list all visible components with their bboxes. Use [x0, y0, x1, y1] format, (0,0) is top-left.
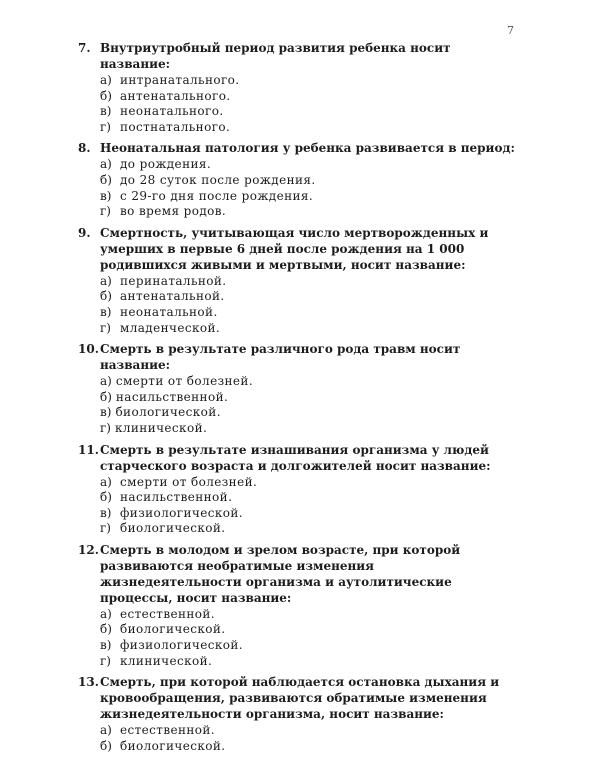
question-9	[78, 225, 518, 336]
question-12	[78, 542, 518, 669]
question-13	[78, 674, 518, 754]
question-heading	[78, 674, 518, 722]
answer-letter: б)	[100, 88, 112, 103]
answer-letter: а)	[100, 374, 112, 389]
answer-option	[100, 73, 518, 89]
answer-letter: в)	[100, 638, 112, 653]
question-heading	[78, 140, 518, 156]
answer-option	[100, 723, 518, 739]
answer-option	[100, 521, 518, 537]
answer-option	[100, 638, 518, 654]
answer-option	[100, 654, 518, 670]
answer-list	[100, 475, 518, 537]
question-text: Смерть, при которой наблюдается остановка дыхания и кровообращения, развиваются обратимые изменения жизнедеятельности организма, носит название:	[100, 675, 500, 722]
answer-letter: а)	[100, 73, 112, 87]
question-10	[78, 341, 518, 436]
answer-option	[100, 622, 518, 638]
answer-letter: а)	[100, 474, 112, 489]
answer-letter: в)	[100, 104, 112, 119]
answer-text: неонатальной.	[120, 304, 218, 319]
question-11	[78, 442, 518, 537]
answer-option	[100, 506, 518, 522]
answer-letter: г)	[100, 653, 111, 668]
question-number: 7.	[78, 41, 91, 55]
answer-text: интранатального.	[120, 73, 240, 87]
question-number: 10.	[78, 342, 99, 357]
answer-list	[100, 73, 518, 135]
question-list	[78, 40, 518, 759]
question-number: 12.	[78, 542, 99, 557]
question-text: Смертность, учитывающая число мертворожденных и умерших в первые 6 дней после рождения на 1 000 родившихся живыми и мертвыми, носит название:	[100, 225, 489, 272]
answer-letter: г)	[100, 521, 111, 536]
answer-option	[100, 274, 518, 290]
answer-text: постнатального.	[120, 119, 231, 134]
answer-text: смерти от болезней.	[120, 474, 258, 489]
answer-option	[100, 739, 518, 755]
answer-letter: в)	[100, 505, 112, 520]
question-heading	[78, 40, 518, 72]
answer-option	[100, 490, 518, 506]
answer-option	[100, 289, 518, 305]
question-number: 11.	[78, 442, 99, 457]
question-7	[78, 40, 518, 135]
answer-text: неонатального.	[120, 104, 224, 119]
answer-letter: б)	[100, 289, 112, 304]
answer-text: биологической.	[120, 622, 226, 637]
answer-text: естественной.	[120, 606, 216, 621]
answer-list	[100, 607, 518, 669]
answer-letter: а)	[100, 723, 112, 738]
answer-text: насильственной.	[115, 389, 229, 404]
answer-option	[100, 607, 518, 623]
answer-list	[100, 157, 518, 219]
question-number: 9.	[78, 225, 91, 240]
answer-letter: в)	[100, 188, 112, 203]
answer-text: насильственной.	[120, 490, 233, 505]
question-text: Смерть в результате различного рода травм носит название:	[100, 342, 461, 373]
answer-letter: в)	[100, 304, 112, 319]
question-heading	[78, 341, 518, 373]
answer-text: до рождения.	[120, 157, 212, 172]
question-text: Внутриутробный период развития ребенка носит название:	[100, 41, 451, 71]
answer-letter: г)	[100, 420, 111, 435]
answer-text: физиологической.	[120, 638, 243, 653]
answer-text: перинатальной.	[120, 273, 227, 288]
answer-option	[100, 189, 518, 205]
answer-option	[100, 321, 518, 337]
answer-option	[100, 475, 518, 491]
answer-text: до 28 суток после рождения.	[120, 172, 316, 187]
answer-list	[100, 274, 518, 336]
answer-letter: в)	[100, 405, 112, 420]
answer-text: физиологической.	[120, 505, 243, 520]
answer-text: естественной.	[120, 723, 216, 738]
answer-text: биологической.	[120, 521, 226, 536]
answer-option	[100, 305, 518, 321]
answer-option	[100, 120, 518, 136]
answer-option	[100, 390, 518, 406]
answer-text: смерти от болезней.	[115, 374, 254, 389]
answer-option	[100, 157, 518, 173]
answer-text: клинической.	[120, 653, 213, 668]
answer-option	[100, 374, 518, 390]
answer-letter: б)	[100, 490, 112, 505]
answer-option	[100, 173, 518, 189]
answer-option	[100, 405, 518, 421]
answer-text: клинической.	[114, 420, 208, 435]
page-number: 7	[507, 24, 514, 37]
question-heading	[78, 225, 518, 273]
question-text: Смерть в результате изнашивания организма у людей старческого возраста и долгожителей носит название:	[100, 442, 491, 473]
question-8	[78, 140, 518, 219]
answer-letter: а)	[100, 157, 112, 172]
answer-option	[100, 421, 518, 437]
answer-list	[100, 374, 518, 436]
answer-text: антенатальной.	[120, 289, 225, 304]
answer-text: во время родов.	[120, 204, 227, 219]
answer-letter: б)	[100, 622, 112, 637]
answer-letter: г)	[100, 320, 111, 335]
answer-letter: а)	[100, 273, 112, 288]
answer-text: биологической.	[115, 405, 221, 420]
answer-letter: г)	[100, 204, 111, 219]
question-heading	[78, 542, 518, 606]
answer-option	[100, 104, 518, 120]
answer-text: антенатального.	[120, 88, 231, 103]
answer-text: с 29-го дня после рождения.	[120, 188, 314, 203]
answer-letter: б)	[100, 172, 112, 187]
answer-option	[100, 204, 518, 220]
answer-letter: а)	[100, 606, 112, 621]
answer-letter: г)	[100, 119, 111, 134]
question-number: 13.	[78, 675, 99, 690]
answer-text: биологической.	[120, 738, 226, 753]
question-heading	[78, 442, 518, 474]
answer-letter: б)	[100, 738, 112, 753]
answer-letter: б)	[100, 389, 112, 404]
question-text: Неонатальная патология у ребенка развивается в период:	[100, 141, 515, 156]
answer-option	[100, 89, 518, 105]
answer-text: младенческой.	[120, 320, 221, 335]
question-text: Смерть в молодом и зрелом возрасте, при которой развиваются необратимые изменения жизнедеятельности организма и аутолитические процессы, носит название:	[100, 542, 461, 605]
question-number: 8.	[78, 141, 91, 156]
